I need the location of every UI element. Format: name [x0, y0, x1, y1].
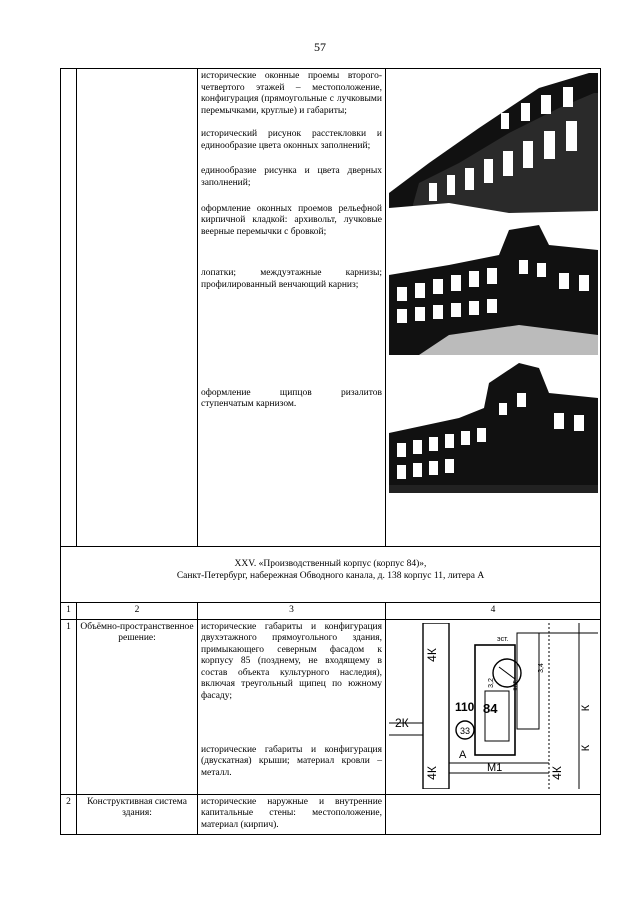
cell-site-plan [386, 619, 601, 794]
plan-label: 84 [483, 700, 498, 716]
header-col-3: 3 [198, 603, 386, 620]
plan-label: 110 [455, 699, 475, 714]
plan-label: 4К [550, 765, 564, 780]
row-description [198, 794, 386, 834]
table-row [61, 619, 601, 794]
paragraph: исторические наружные и внутренние капитальные стены: местоположение, материал (кирпич). [201, 796, 382, 830]
cell-num-empty [61, 69, 77, 547]
paragraph: исторические оконные проемы второго-четвертого этажей – местоположение, конфигурация (прямоугольные с лучковыми перемычками, круглые) и габариты; [201, 71, 382, 116]
row-number: 1 [61, 619, 77, 794]
paragraph: оформление щипцов ризалитов ступенчатым карнизом. [201, 387, 382, 410]
plan-label: М1 [487, 761, 503, 774]
cell-description [198, 69, 386, 547]
table-row-continued [61, 69, 601, 547]
plan-label: 33 [459, 725, 471, 736]
row-name: Конструктивная система здания: [77, 794, 198, 834]
plan-label: эст. [497, 635, 509, 643]
paragraph: исторические габариты и конфигурация (двускатная) крыши; материал кровли – металл. [201, 744, 382, 778]
site-plan [389, 623, 598, 794]
cell-photos [386, 69, 601, 547]
paragraph: лопатки; междуэтажные карнизы; профилированный венчающий карниз; [201, 268, 382, 290]
paragraph: оформление оконных проемов рельефной кирпичной кладкой: архивольт, лучковые веерные перемычки с бровкой; [201, 203, 382, 237]
cell-name-empty [77, 69, 198, 547]
header-col-1: 1 [61, 603, 77, 620]
section-title: XXV. «Производственный корпус (корпус 84)», [234, 559, 427, 569]
row-name: Объёмно-пространственное решение: [77, 619, 198, 794]
plan-label: 2К [395, 715, 409, 730]
header-col-4: 4 [386, 603, 601, 620]
plan-label: К [580, 744, 592, 751]
row-description [198, 619, 386, 794]
header-row [61, 603, 601, 620]
plan-label: 4К [425, 647, 439, 662]
plan-label: 3,4 [538, 662, 545, 673]
section-address: Санкт-Петербург, набережная Обводного канала, д. 138 корпус 11, литера А [176, 570, 485, 581]
plan-label: 3,2 [488, 677, 495, 688]
building-photo-1 [389, 73, 598, 219]
section-title-row [61, 547, 601, 603]
header-col-2: 2 [77, 603, 198, 620]
monument-table [60, 68, 601, 835]
plan-label: кот. [512, 678, 519, 691]
plan-label: 4К [425, 765, 439, 780]
paragraph: единообразие рисунка и цвета дверных заполнений; [201, 166, 382, 189]
cell-empty [386, 794, 601, 834]
building-photo-3 [389, 363, 598, 493]
plan-label: К [580, 704, 592, 711]
plan-label: А [459, 748, 467, 761]
building-photo-2 [389, 225, 598, 355]
paragraph: исторический рисунок расстекловки и единообразие цвета оконных заполнений; [201, 129, 382, 151]
section-title-cell [61, 547, 601, 603]
row-number: 2 [61, 794, 77, 834]
paragraph: исторические габариты и конфигурация двухэтажного прямоугольного здания, примыкающего северным фасадом к корпусу 85 (позднему, не входящему в состав объекта культурного наследия), включая треугольный щипец по южному фасаду; [201, 621, 382, 702]
table-row [61, 794, 601, 834]
page-number: 57 [314, 40, 326, 54]
